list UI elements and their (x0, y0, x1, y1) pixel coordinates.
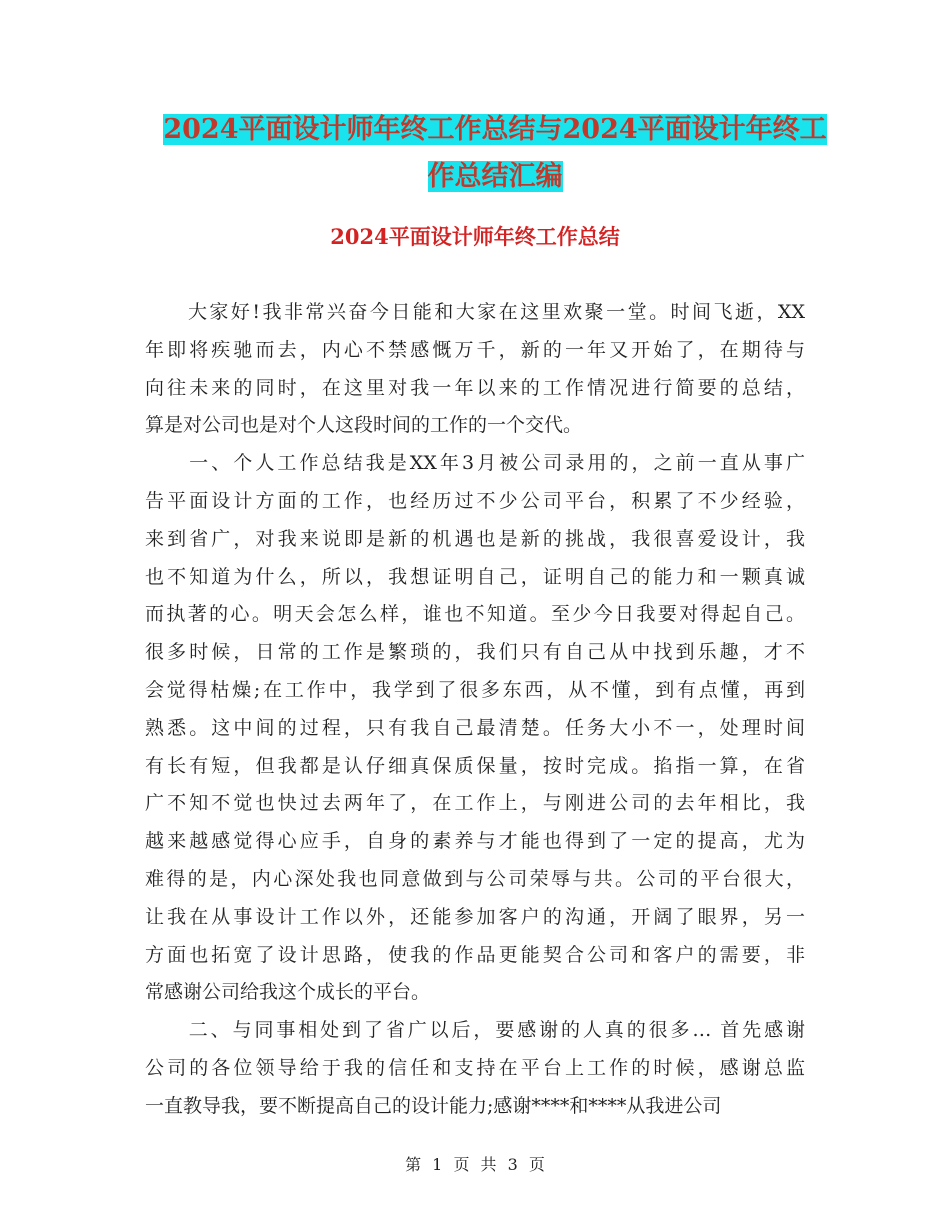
text-line: 有长有短，但我都是认仔细真保质保量，按时完成。掐指一算，在省 (145, 754, 805, 777)
text-line: 广不知不觉也快过去两年了，在工作上，与刚进公司的去年相比，我 (145, 792, 805, 815)
text-line: 向往未来的同时，在这里对我一年以来的工作情况进行简要的总结， (145, 376, 805, 399)
document-body (145, 294, 805, 1126)
text-line: 很多时候，日常的工作是繁琐的，我们只有自己从中找到乐趣，才不 (145, 641, 805, 664)
section-title: 2024平面设计师年终工作总结 (330, 224, 620, 249)
text-line: 来到省广，对我来说即是新的机遇也是新的挑战，我很喜爱设计，我 (145, 527, 805, 550)
text-line: 越来越感觉得心应手，自身的素养与才能也得到了一定的提高，尤为 (145, 830, 805, 853)
paragraph (145, 445, 805, 1012)
document-title-line-1: 2024平面设计师年终工作总结与2024平面设计年终工 (163, 114, 827, 145)
document-title (120, 106, 870, 200)
text-line: 难得的是，内心深处我也同意做到与公司荣辱与共。公司的平台很大， (145, 867, 805, 890)
text-line: 一直教导我，要不断提高自己的设计能力;感谢****和****从我进公司 (145, 1094, 722, 1117)
text-line: 会觉得枯燥;在工作中，我学到了很多东西，从不懂，到有点懂，再到 (145, 678, 805, 701)
text-line: 而执著的心。明天会怎么样，谁也不知道。至少今日我要对得起自己。 (145, 603, 805, 626)
text-line: 年即将疾驰而去，内心不禁感慨万千，新的一年又开始了，在期待与 (145, 338, 805, 361)
text-line: 一、个人工作总结我是XX年3月被公司录用的，之前一直从事广 (145, 452, 805, 475)
text-line: 方面也拓宽了设计思路，使我的作品更能契合公司和客户的需要，非 (145, 943, 805, 966)
text-line: 公司的各位领导给于我的信任和支持在平台上工作的时候，感谢总监 (145, 1056, 805, 1079)
text-line: 二、与同事相处到了省广以后，要感谢的人真的很多… 首先感谢 (145, 1019, 805, 1042)
text-line: 算是对公司也是对个人这段时间的工作的一个交代。 (145, 414, 583, 437)
text-line: 常感谢公司给我这个成长的平台。 (145, 981, 431, 1004)
text-line: 让我在从事设计工作以外，还能参加客户的沟通，开阔了眼界，另一 (145, 905, 805, 928)
text-line: 告平面设计方面的工作，也经历过不少公司平台，积累了不少经验， (145, 489, 805, 512)
page-footer: 第 1 页 共 3 页 (405, 1155, 545, 1174)
text-line: 也不知道为什么，所以，我想证明自己，证明自己的能力和一颗真诚 (145, 565, 805, 588)
document-title-line-2: 作总结汇编 (427, 161, 563, 192)
text-line: 大家好!我非常兴奋今日能和大家在这里欢聚一堂。时间飞逝，XX (145, 301, 805, 323)
paragraph (145, 294, 805, 445)
paragraph (145, 1012, 805, 1125)
text-line: 熟悉。这中间的过程，只有我自己最清楚。任务大小不一，处理时间 (145, 716, 805, 739)
